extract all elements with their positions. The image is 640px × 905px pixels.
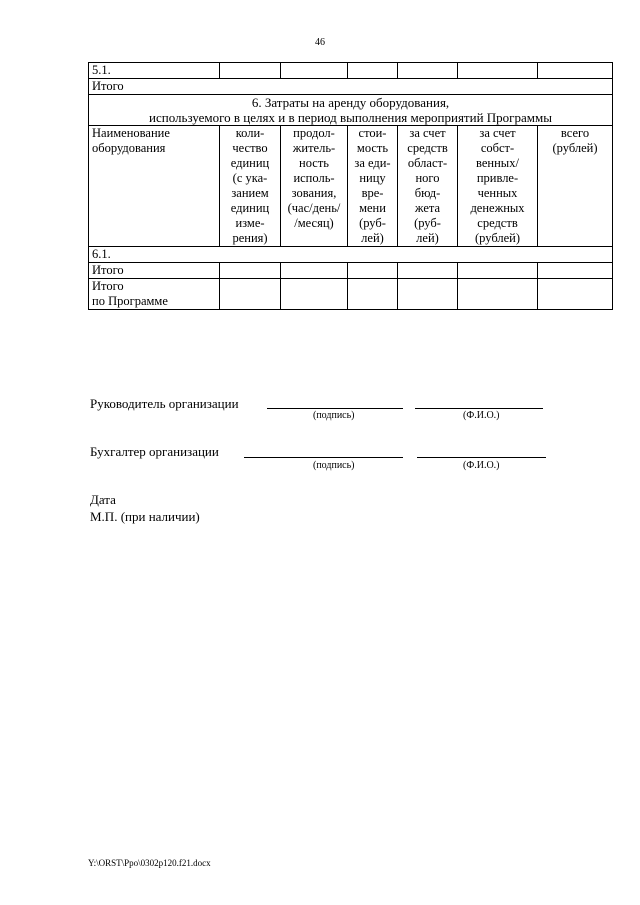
accountant-name-caption: (Ф.И.О.): [463, 460, 500, 471]
column-header-name: Наименование оборудования: [89, 126, 220, 247]
column-header-unit-cost: стои- мость за еди- ницу вре- мени (руб- лей): [348, 126, 398, 247]
page-number: 46: [315, 37, 325, 48]
accountant-name-line: [417, 457, 546, 458]
head-name-caption: (Ф.И.О.): [463, 410, 500, 421]
footer-file-path: Y:\ORST\Ppo\0302p120.f21.docx: [88, 858, 211, 868]
section-title-row: [89, 95, 613, 126]
date-label: Дата: [90, 492, 116, 507]
section-title: 6. Затраты на аренду оборудования, используемого в целях и в период выполнения мероприятий Программы: [89, 95, 613, 126]
column-header-regional-budget: за счет средств област- ного бюд- жета (руб- лей): [398, 126, 458, 247]
table-row: [89, 263, 613, 279]
row-label: 6.1.: [89, 247, 613, 263]
row-label: Итого по Программе: [89, 279, 220, 310]
accountant-signature-line: [244, 457, 403, 458]
accountant-signature-caption: (подпись): [313, 460, 355, 471]
head-signature-label: Руководитель организации: [90, 396, 239, 411]
column-header-total: всего (рублей): [538, 126, 613, 247]
stamp-label: М.П. (при наличии): [90, 509, 200, 524]
row-label: Итого: [89, 263, 220, 279]
head-signature-line: [267, 408, 403, 409]
column-header-own-funds: за счет собст- венных/ привле- ченных денежных средств (рублей): [458, 126, 538, 247]
accountant-signature-label: Бухгалтер организации: [90, 444, 219, 459]
column-header-duration: продол- житель- ность исполь- зования, (час/день/ /месяц): [281, 126, 348, 247]
column-header-quantity: коли- чество единиц (с ука- занием единиц изме- рения): [220, 126, 281, 247]
head-signature-caption: (подпись): [313, 410, 355, 421]
table-row: [89, 279, 613, 310]
header-row: [89, 126, 613, 247]
head-name-line: [415, 408, 543, 409]
row-label: Итого: [89, 79, 613, 95]
table-row: [89, 79, 613, 95]
table-row: [89, 63, 613, 79]
table-row: [89, 247, 613, 263]
costs-table: [88, 62, 613, 310]
row-label: 5.1.: [89, 63, 220, 79]
